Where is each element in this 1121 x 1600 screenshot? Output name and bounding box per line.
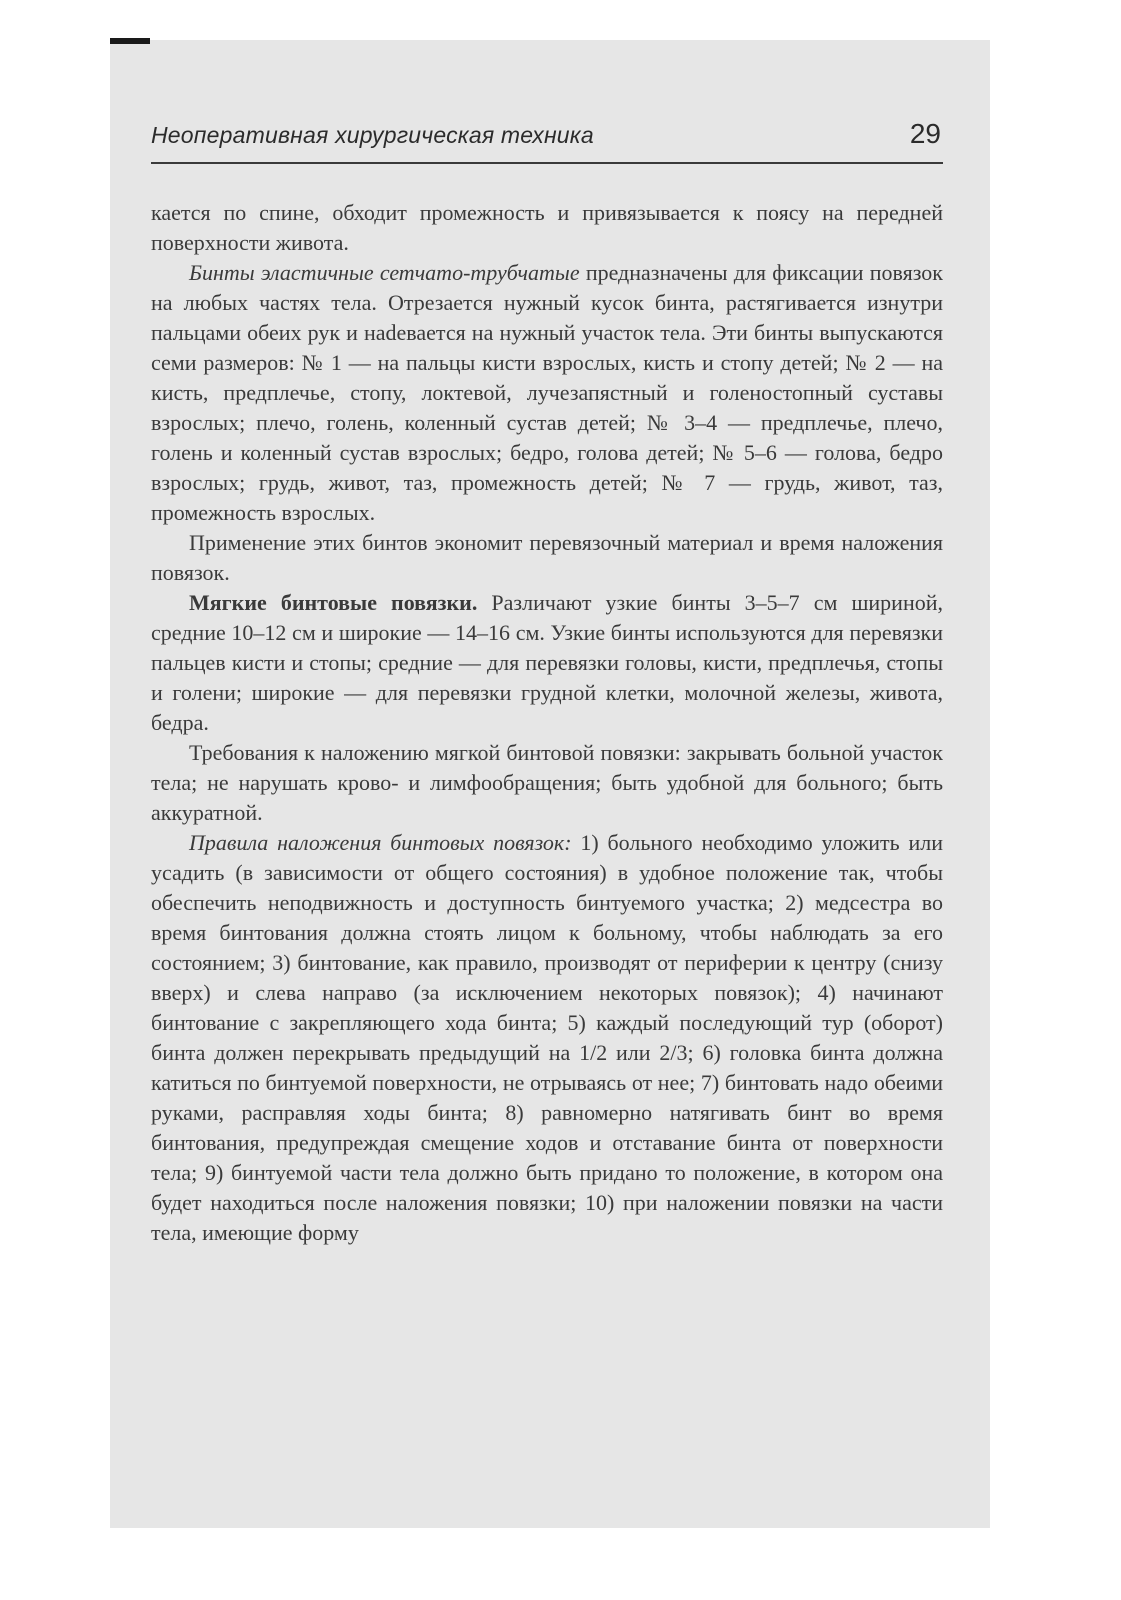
paragraph-5: Требования к наложению мягкой бинтовой повязки: закрывать больной участок тела; не нарушать крово- и лимфообращения; быть удобной для больного; быть аккуратной. — [151, 740, 943, 825]
paragraph-4 — [151, 588, 943, 738]
page-number: 29 — [909, 118, 941, 149]
paragraph-4-lead: Мягкие бинтовые повязки. — [189, 590, 478, 615]
paragraph-3: Применение этих бинтов экономит перевязочный материал и время наложения повязок. — [151, 530, 943, 585]
paragraph-2-text: предназначены для фиксации повязок на любых частях тела. Отрезается нужный кусок бинта, растягивается изнутри пальцами обеих рук и наdевается на нужный участок тела. Эти бинты выпускаются семи размеров: № 1 — на пальцы кисти взрослых, кисть и стопу детей; № 2 — на кисть, предплечье, стопу, локтевой, лучезапястный и голеностопный суставы взрослых; плечо, голень, коленный сустав детей; № 3–4 — предплечье, плечо, голень и коленный сустав взрослых; бедро, голова детей; № 5–6 — голова, бедро взрослых; грудь, живот, таз, промежность детей; № 7 — грудь, живот, таз, промежность взрослых. — [151, 260, 943, 525]
paragraph-4-text: Различают узкие бинты 3–5–7 см шириной, средние 10–12 см и широкие — 14–16 см. Узкие бинты используются для перевязки пальцев кисти и стопы; средние — для перевязки головы, кисти, предплечья, стопы и голени; широкие — для перевязки грудной клетки, молочной железы, живота, бедра. — [151, 590, 943, 735]
running-header — [151, 118, 943, 164]
paragraph-2 — [151, 258, 943, 528]
paragraph-6 — [151, 828, 943, 1248]
paragraph-2-lead: Бинты эластичные сетчато-трубчатые — [189, 260, 580, 285]
paragraph-6-lead: Правила наложения бинтовых повязок: — [189, 830, 572, 855]
scan-edge-mark — [110, 38, 150, 44]
body-text — [151, 198, 943, 1248]
paragraph-1: кается по спине, обходит промежность и привязывается к поясу на передней поверхности живота. — [151, 200, 943, 255]
paragraph-6-text: 1) больного необходимо уложить или усадить (в зависимости от общего состояния) в удобное положение так, чтобы обеспечить неподвижность и доступность бинтуемого участка; 2) медсестра во время бинтования должна стоять лицом к больному, чтобы наблюдать за его состоянием; 3) бинтование, как правило, производят от периферии к центру (снизу вверх) и слева направо (за исключением некоторых повязок); 4) начинают бинтование с закрепляющего хода бинта; 5) каждый последующий тур (оборот) бинта должен перекрывать предыдущий на 1/2 или 2/3; 6) головка бинта должна катиться по бинтуемой поверхности, не отрываясь от нее; 7) бинтовать надо обеими руками, расправляя ходы бинта; 8) равномерно натягивать бинт во время бинтования, предупреждая смещение ходов и отставание бинта от поверхности тела; 9) бинтуемой части тела должно быть придано то положение, в котором она будет находиться после наложения повязки; 10) при наложении повязки на части тела, имеющие форму — [151, 830, 943, 1245]
running-title: Неоперативная хирургическая техника — [151, 122, 594, 148]
